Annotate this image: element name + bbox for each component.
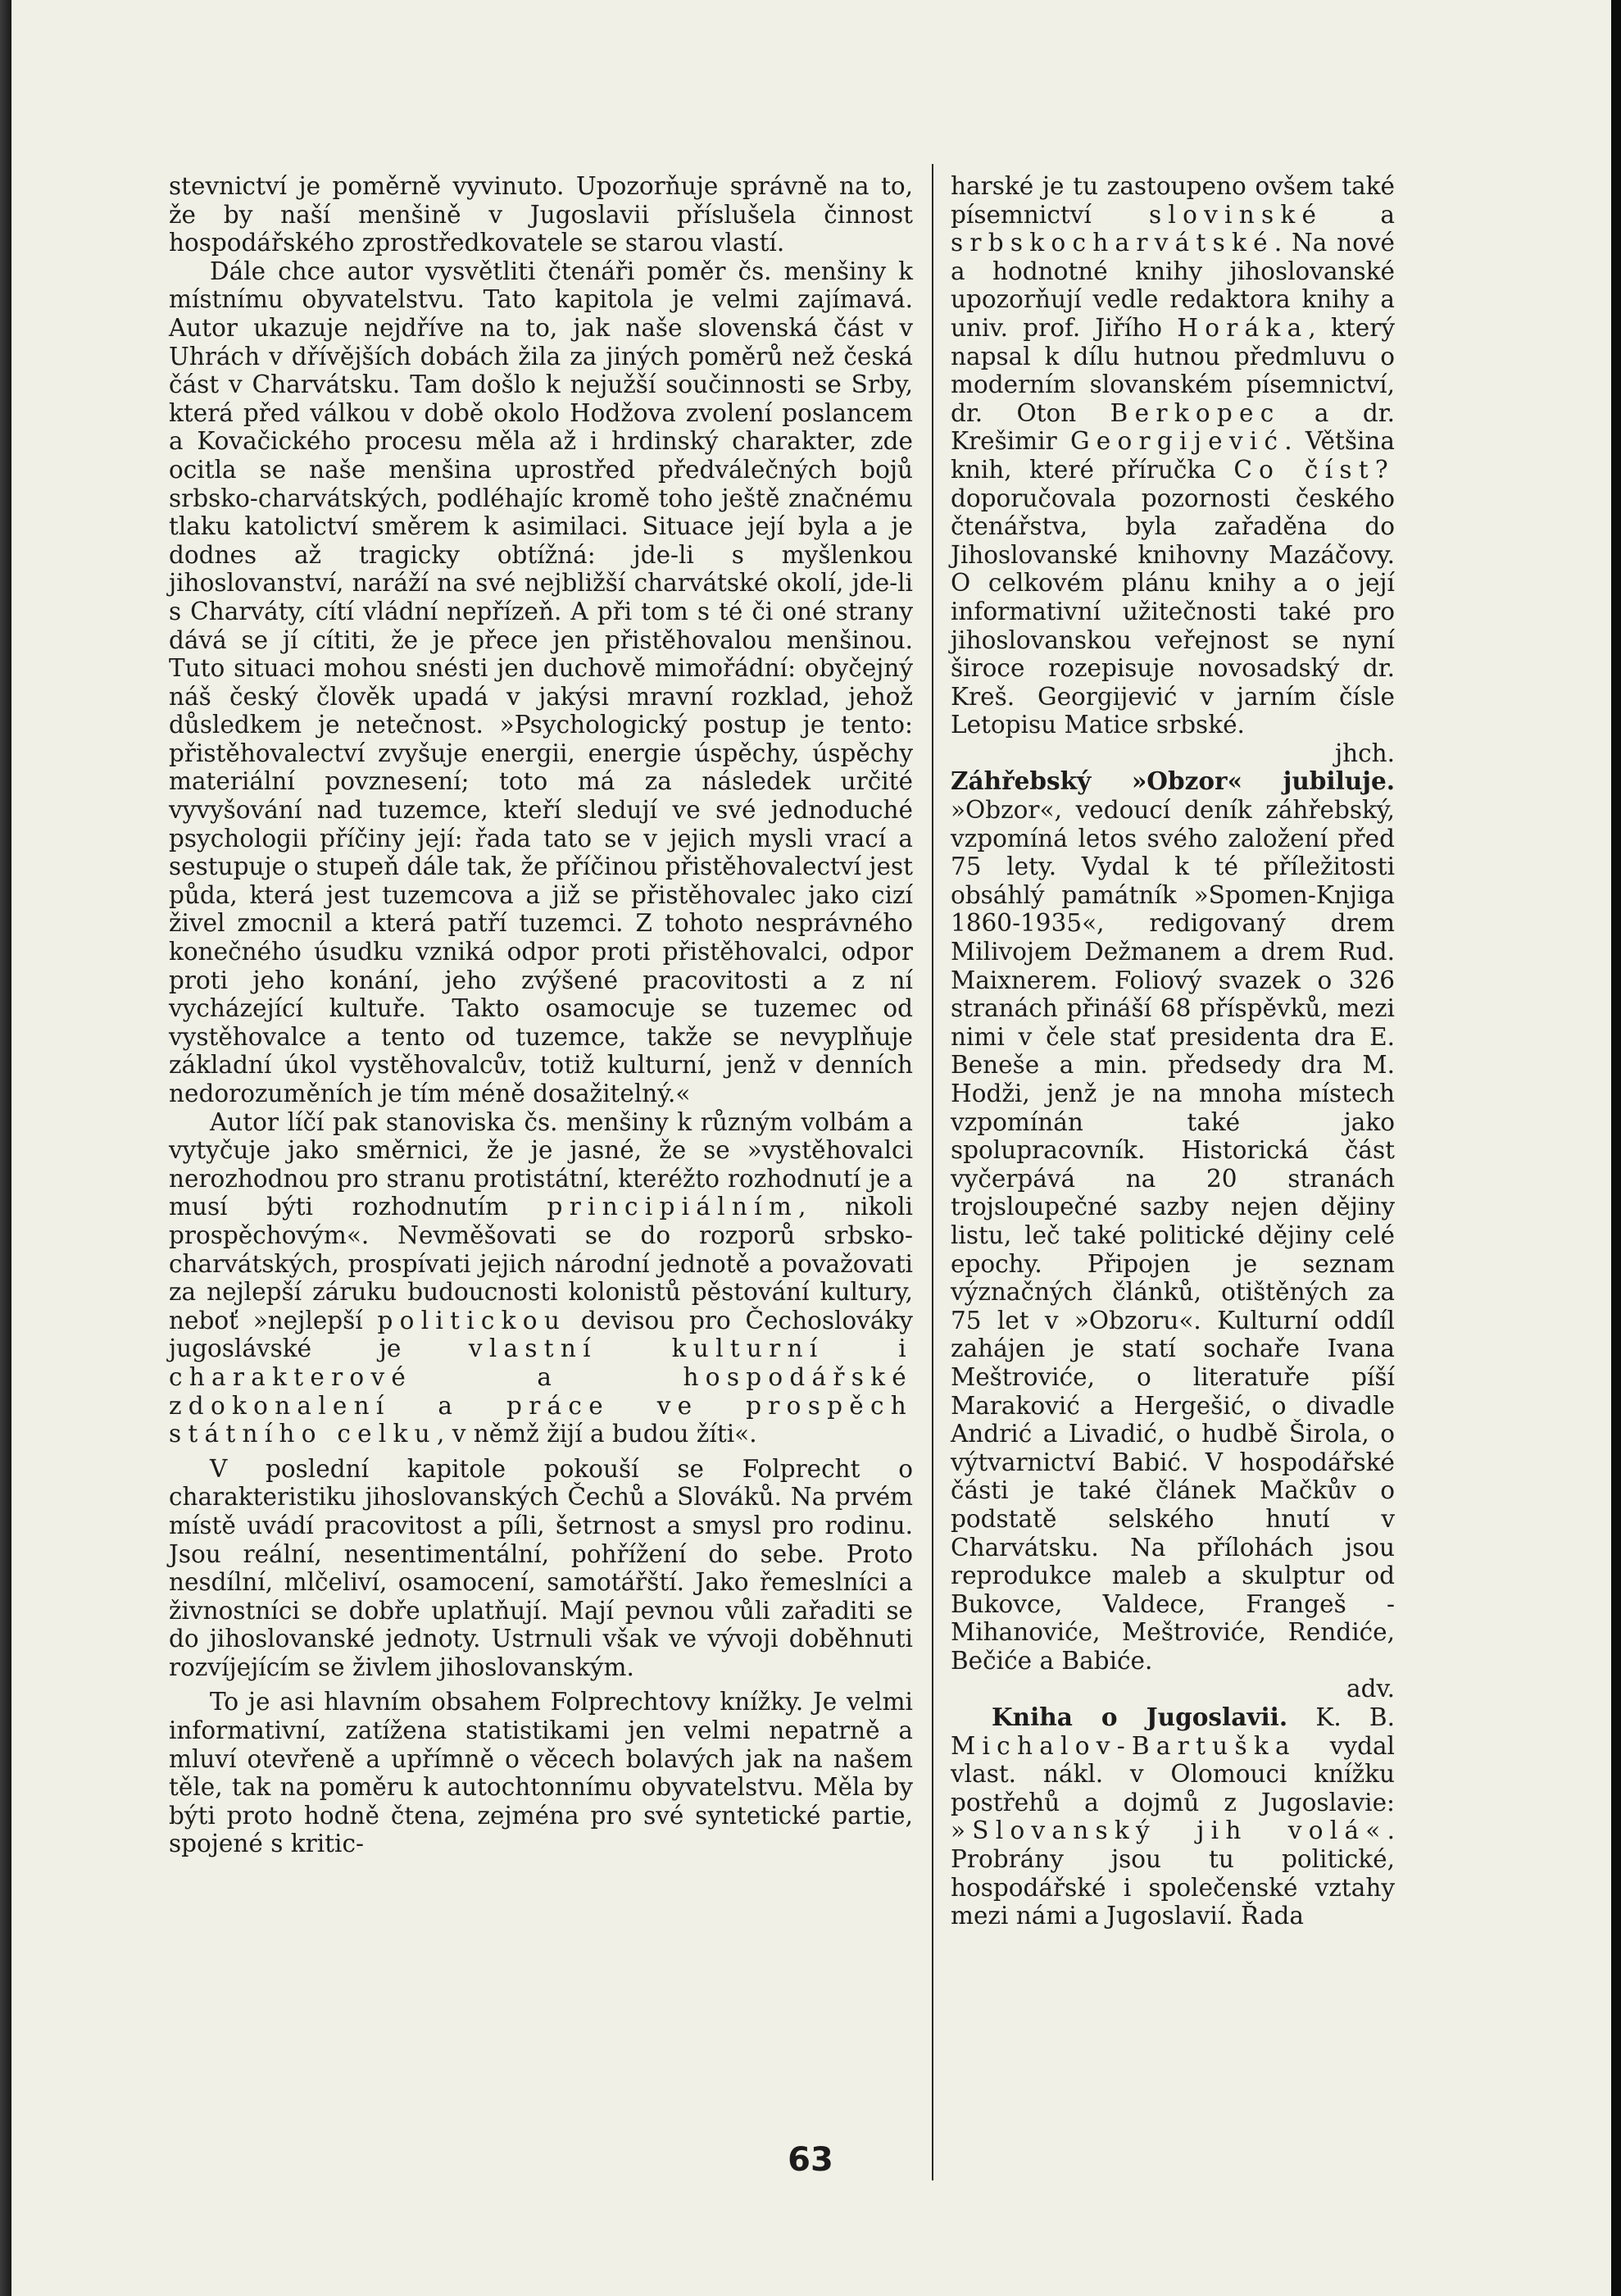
paragraph: To je asi hlavním obsahem Folprechtovy knížky. Je velmi informativní, zatížena statistikami jen velmi nepatrně a mluví otevřeně a upřímně o věcech bolavých jak na našem těle, tak na poměru k autochtonnímu obyvatelstvu. Měla by býti proto hodně čtena, zejména pro své syntetické partie, spojené s kritic- xyxy=(169,1688,913,1858)
news-item: Kniha o Jugoslavii. K. B. Michalov-Bartuška vydal vlast. nákl. v Olomouci knížku postřehů a dojmů z Jugoslavie: »Slovanský jih volá«. Probrány jsou tu politické, hospodářské i společenské vztahy mezi námi a Jugoslavií. Řada xyxy=(951,1703,1395,1930)
spaced-text: Georgijević xyxy=(1069,427,1285,456)
signature: adv. xyxy=(1346,1675,1395,1703)
paragraph: harské je tu zastoupeno ovšem také písemnictví slovinské a srbskocharvátské. Na nové a hodnotné knihy jihoslovanské upozorňují vedle redaktora knihy a univ. prof. Jiřího Horáka, který napsal k dílu hutnou předmluvu o moderním slovanském písemnictví, dr. Oton Berkopec a dr. Krešimir Georgijević. Většina knih, které příručka Co číst? doporučovala pozornosti českého čtenářstva, byla zařaděna do Jihoslovanské knihovny Mazáčovy. O celkovém plánu knihy a o její informativní užitečnosti také pro jihoslovanskou veřejnost se nyní široce rozepisuje novosadský dr. Kreš. Georgijević v jarním čísle Letopisu Matice srbské. xyxy=(951,172,1395,739)
news-item: Záhřebský »Obzor« jubiluje. »Obzor«, vedoucí deník záhřebský, vzpomíná letos svého založení před 75 lety. Vydal k té příležitosti obsáhlý památník »Spomen-Knjiga 1860-1935«, redigovaný drem Milivojem Dežmanem a drem Rud. Maixnerem. Foliový svazek o 326 stranách přináší 68 příspěvků, mezi nimi v čele stať presidenta dra E. Beneše a min. předsedy dra M. Hodži, jenž je na mnoha místech vzpomínán také jako spolupracovník. Historická část vyčerpává na 20 stranách trojsloupečné sazby nejen dějiny listu, leč také politické dějiny celé epochy. Připojen je seznam význačných článků, otištěných za 75 let v »Obzoru«. Kulturní oddíl zahájen je statí sochaře Ivana Meštroviće, o literatuře píší Maraković a Hergešić, o divadle Andrić a Livadić, o hudbě Širola, o výtvarnictví Babić. V hospodářské části je také článek Mačkův o podstatě selského hnutí v Charvátsku. Na přílohách jsou reprodukce maleb a skulptur od Bukovce, Valdece, Frangeš - Mihanoviće, Meštroviće, Rendiće, Bečiće a Babiće. xyxy=(951,766,1395,1675)
page-number: 63 xyxy=(788,2141,833,2179)
spaced-text: vlastní kulturní i charakterové a hospodářské zdokonalení a práce ve prospěch státního celku xyxy=(169,1334,913,1448)
left-column xyxy=(169,172,913,1858)
right-column xyxy=(951,172,1395,1930)
spaced-text: Berkopec xyxy=(1110,398,1281,427)
spaced-text: principiálním xyxy=(547,1193,799,1221)
news-heading: Kniha o Jugoslavii. xyxy=(992,1703,1288,1732)
spaced-text: Co číst? xyxy=(1233,455,1395,484)
column-divider xyxy=(932,164,933,2180)
spaced-text: slovinské xyxy=(1148,200,1324,229)
page-edge-shadow xyxy=(1611,0,1621,2296)
signature: jhch. xyxy=(1334,739,1395,767)
paragraph: Dále chce autor vysvětliti čtenáři poměr čs. menšiny k místnímu obyvatelstvu. Tato kapitola je velmi zajímavá. Autor ukazuje nejdříve na to, jak naše slovenská část v Uhrách v dřívějších dobách žila za jiných poměrů než česká část v Charvátsku. Tam došlo k nejužší součinnosti se Srby, která před válkou v době okolo Hodžova zvolení poslancem a Kovačického procesu měla až i hrdinský charakter, zde ocitla se naše menšina uprostřed předválečných bojů srbsko-charvátských, podléhajíc kromě toho ještě značnému tlaku katolictví směrem k asimilaci. Situace její byla a je dodnes až tragicky obtížná: jde-li s myšlenkou jihoslovanství, naráží na své nejbližší charvátské okolí, jde-li s Charváty, cítí vládní nepřízeň. A při tom s té či oné strany dává se jí cítiti, že je přece jen přistěhovalou menšinou. Tuto situaci mohou snésti jen duchově mimořádní: obyčejný náš český člověk upadá v jakýsi mravní rozklad, jehož důsledkem je netečnost. »Psychologický postup je tento: přistěhovalectví zvyšuje energii, energie úspěchy, úspěchy materiální povznesení; toto má za následek určité vyvyšování nad tuzemce, kteří sledují ve své jednoduché psychologii příčiny její: řada tato se v jejich mysli vrací a sestupuje o stupeň dále tak, že příčinou přistěhovalectví jest půda, která jest tuzemcova a již se přistěhovalec jako cizí živel zmocnil a která patří tuzemci. Z tohoto nesprávného konečného úsudku vzniká odpor proti přistěhovalci, odpor proti jeho konání, jeho zvýšené pracovitosti a z ní vycházející kultuře. Takto osamocuje se tuzemec od vystěhovalce a tento od tuzemce, takže se nevyplňuje základní úkol vystěhovalcův, totiž kulturní, jenž v denních nedorozuměních je tím méně dosažitelný.« xyxy=(169,257,913,1107)
spaced-text: Michalov-Bartuška xyxy=(951,1731,1296,1760)
spaced-text: »Slovanský jih volá« xyxy=(951,1816,1387,1845)
paragraph: V poslední kapitole pokouší se Folprecht o charakteristiku jihoslovanských Čechů a Slováků. Na prvém místě uvádí pracovitost a píli, šetrnost a smysl pro rodinu. Jsou reální, nesentimentální, pohřížení do sebe. Proto nesdílní, mlčeliví, osamocení, samotářští. Jako řemeslníci a živnostníci se dobře uplatňují. Mají pevnou vůli zařaditi se do jihoslovanské jednoty. Ustrnuli však ve vývoji doběhnuti rozvíjejícím se živlem jihoslovanským. xyxy=(169,1454,913,1681)
paragraph: stevnictví je poměrně vyvinuto. Upozorňuje správně na to, že by naší menšině v Jugoslavii příslušela činnost hospodářského zprostředkovatele se starou vlastí. xyxy=(169,172,913,257)
spaced-text: srbskocharvátské xyxy=(951,229,1274,257)
spaced-text: politickou xyxy=(377,1306,567,1334)
spaced-text: Horáka xyxy=(1177,313,1309,342)
news-heading: Záhřebský »Obzor« jubiluje. xyxy=(951,766,1395,796)
paragraph: Autor líčí pak stanoviska čs. menšiny k různým volbám a vytyčuje jako směrnici, že je jasné, že se »vystěhovalci nerozhodnou pro stranu protistátní, kteréžto rozhodnutí je a musí býti rozhodnutím principiálním, nikoli prospěchovým«. Nevměšovati se do rozporů srbsko-charvátských, prospívati jejich národní jednotě a považovati za nejlepší záruku budoucnosti kolonistů pěstování kultury, neboť »nejlepší politickou devisou pro Čechoslováky jugoslávské je vlastní kulturní i charakterové a hospodářské zdokonalení a práce ve prospěch státního celku, v němž žijí a budou žíti«. xyxy=(169,1107,913,1448)
book-spine-shadow xyxy=(0,0,11,2296)
